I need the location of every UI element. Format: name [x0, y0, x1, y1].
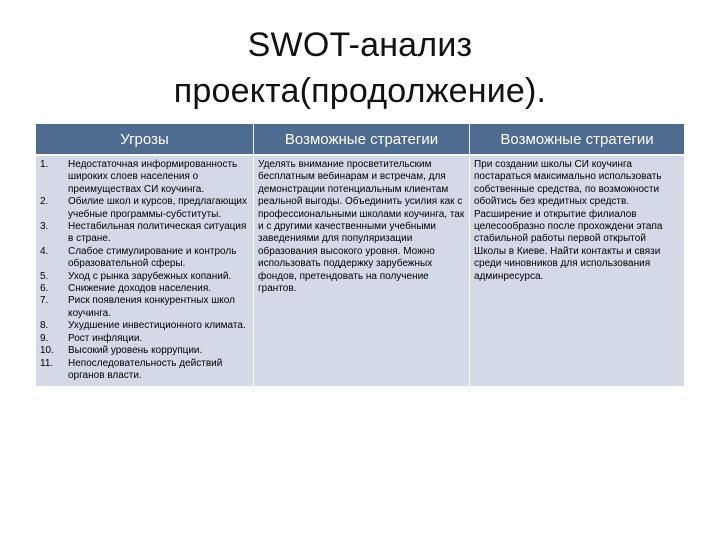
header-strategies-1: Возможные стратегии — [253, 124, 469, 156]
item-text: Обилие школ и курсов, предлагающих учебные программы-субституты. — [68, 196, 248, 220]
item-text: Рост инфляции. — [68, 332, 143, 344]
title-line-2: проекта(продолжение). — [173, 72, 547, 110]
list-item — [40, 271, 249, 283]
item-number: 1. — [40, 159, 49, 170]
swot-table — [36, 124, 684, 386]
item-number: 8. — [40, 320, 49, 332]
list-item — [40, 333, 249, 345]
list-item — [40, 295, 249, 320]
item-text: Слабое стимулирование и контроль образовательной сферы. — [68, 245, 237, 270]
item-number: 10. — [40, 345, 54, 357]
item-number: 9. — [40, 332, 49, 344]
item-number: 4. — [40, 245, 49, 257]
item-text: Нестабильная политическая ситуация в стране. — [68, 221, 247, 245]
strategy-text-2: При создании школы СИ коучинга постараться максимально использовать собственные средства, по возможности обойтись без кредитных средств. Расширение и открытие филиалов целесообразно после прохождени этапа стабильной работы первой открытой Школы в Киеве. Найти контакты и связи среди чиновников для использования админресурса. — [474, 159, 663, 282]
item-number: 3. — [40, 221, 49, 233]
item-text: Недостаточная информированность широких слоев населения о преимуществах СИ коучинга. — [68, 159, 238, 195]
item-number: 11. — [40, 357, 54, 369]
threats-cell — [36, 156, 253, 386]
item-number: 5. — [40, 270, 49, 282]
strategy-cell-2 — [469, 156, 684, 386]
item-text: Непоследовательность действий органов власти. — [68, 357, 223, 381]
threats-list — [40, 159, 249, 382]
list-item — [40, 159, 249, 196]
slide-title — [40, 22, 680, 114]
item-number: 6. — [40, 283, 49, 295]
list-item — [40, 358, 249, 383]
list-item — [40, 345, 249, 357]
header-strategies-2: Возможные стратегии — [469, 124, 684, 156]
item-number: 7. — [40, 295, 49, 307]
header-threats: Угрозы — [36, 124, 253, 156]
item-text: Уход с рынка зарубежных копаний. — [68, 270, 232, 282]
item-number: 2. — [40, 196, 49, 208]
item-text: Снижение доходов населения. — [68, 283, 212, 295]
table-header-row — [36, 124, 684, 156]
title-line-1: SWOT-анализ — [247, 26, 473, 64]
list-item — [40, 283, 249, 295]
item-text: Ухудшение инвестиционного климата. — [68, 320, 246, 332]
list-item — [40, 221, 249, 246]
list-item — [40, 196, 249, 221]
strategy-text-1: Уделять внимание просветительским бесплатным вебинарам и встречам, для демонстрации потенциальным клиентам реальной выгоды. Объединить усилия как с профессиональными школами коучинга, так и с другими качественными учебными заведениями для популяризации образования высокого уровня. Можно использовать поддержку зарубежных фондов, претендовать на получение грантов. — [258, 159, 465, 295]
list-item — [40, 320, 249, 332]
item-text: Высокий уровень коррупции. — [68, 345, 203, 357]
table-row — [36, 156, 684, 386]
strategy-cell-1 — [253, 156, 469, 386]
list-item — [40, 246, 249, 271]
item-text: Риск появления конкурентных школ коучинга. — [68, 295, 235, 319]
